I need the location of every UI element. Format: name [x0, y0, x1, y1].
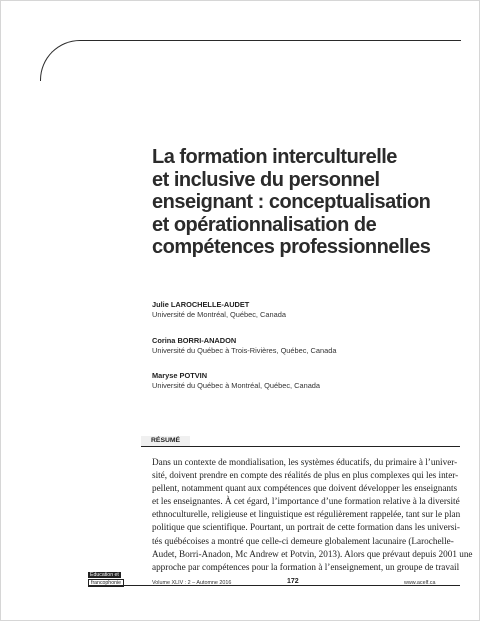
logo-line-2: francophonie [88, 579, 124, 587]
logo-line-1: Éducation et [90, 572, 119, 578]
page-number: 172 [287, 578, 299, 585]
title-line: compétences professionnelles [152, 236, 431, 258]
title-line: La formation interculturelle [152, 146, 397, 168]
footer-volume: Volume XLIV : 2 – Automne 2016 [152, 580, 232, 586]
abstract-line: Dans un contexte de mondialisation, les systèmes éducatifs, du primaire à l’univer- [152, 457, 458, 467]
author-name: Julie LAROCHELLE-AUDET [152, 300, 250, 309]
abstract-line: et les enseignantes. À cet égard, l’importance d’une formation relative à la diversité [152, 496, 460, 507]
journal-logo [88, 572, 146, 585]
author-name: Maryse POTVIN [152, 371, 208, 380]
author-block [152, 300, 286, 320]
title-line: et inclusive du personnel [152, 168, 380, 191]
abstract-line: politique que scientifique. Pourtant, un portrait de cette formation dans les universi- [152, 522, 460, 533]
author-block [152, 336, 336, 356]
abstract-line: sité, doivent prendre en compte des réalités de plus en plus complexes qui les inter- [152, 470, 459, 481]
author-affiliation: Université du Québec à Trois-Rivières, Québec, Canada [152, 346, 337, 355]
footer-website: www.acelf.ca [404, 580, 436, 586]
abstract-line: ethnoculturelle, religieuse et linguistique est régulièrement rappelée, tant sur le plan [152, 509, 461, 520]
author-block [152, 371, 320, 391]
abstract-line: approche par compétences pour la formation à l’enseignement, un groupe de travail [152, 561, 460, 572]
title-line: enseignant : conceptualisation [152, 191, 431, 213]
author-name: Corina BORRI-ANADON [152, 336, 237, 345]
abstract-line: tés québécoises a montré que celle-ci demeure globalement lacunaire (Larochelle- [152, 535, 454, 546]
abstract-line: pellent, notamment quant aux compétences que doivent développer les enseignants [152, 483, 458, 494]
author-affiliation: Université du Québec à Montréal, Québec, Canada [152, 381, 321, 390]
abstract-line: Audet, Borri-Anadon, Mc Andrew et Potvin, 2013). Alors que prévaut depuis 2001 une [152, 548, 473, 559]
article-title [152, 146, 452, 259]
author-affiliation: Université de Montréal, Québec, Canada [152, 310, 286, 319]
abstract-text [152, 456, 473, 574]
decorative-corner-line [40, 40, 461, 81]
title-line: et opérationnalisation de [152, 213, 377, 236]
abstract-label: RÉSUMÉ [141, 436, 190, 446]
abstract-section-header [141, 436, 460, 447]
